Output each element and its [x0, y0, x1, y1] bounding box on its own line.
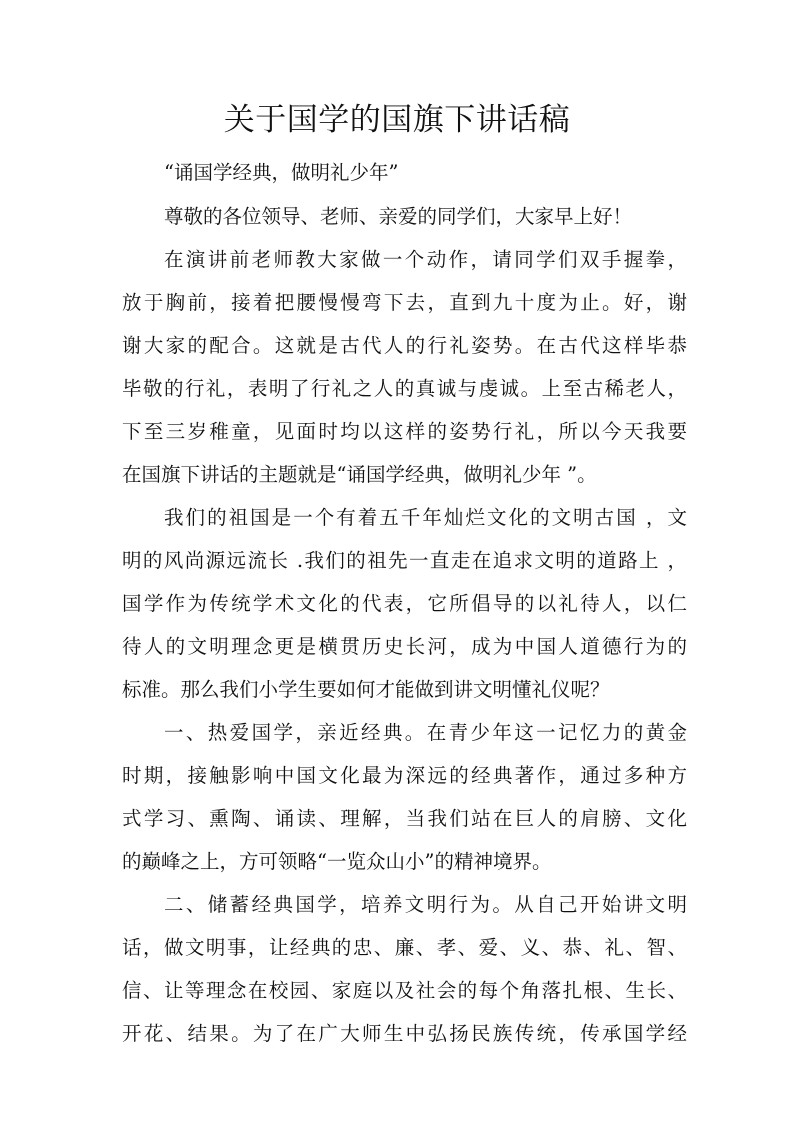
paragraph-line: 信、让等理念在校园、家庭以及社会的每个角落扎根、生长、: [122, 979, 687, 1002]
greeting-line: 尊敬的各位领导、老师、亲爱的同学们，大家早上好！: [164, 205, 633, 228]
paragraph-line: 一、热爱国学，亲近经典。在青少年这一记忆力的黄金: [164, 721, 687, 744]
paragraph-line: 二、储蓄经典国学，培养文明行为。从自己开始讲文明: [164, 893, 687, 916]
paragraph-line: 时期，接触影响中国文化最为深远的经典著作，通过多种方: [122, 764, 687, 787]
paragraph-line: 谢大家的配合。这就是古代人的行礼姿势。在古代这样毕恭: [122, 334, 687, 357]
subtitle-line: “诵国学经典，做明礼少年”: [164, 161, 399, 184]
paragraph-line: 式学习、熏陶、诵读、理解，当我们站在巨人的肩膀、文化: [122, 807, 687, 830]
paragraph-line: 下至三岁稚童，见面时均以这样的姿势行礼，所以今天我要: [122, 420, 687, 443]
paragraph-line: 明的风尚源远流长 .我们的祖先一直走在追求文明的道路上 ，: [122, 549, 687, 572]
paragraph-line: 国学作为传统学术文化的代表，它所倡导的以礼待人，以仁: [122, 592, 687, 615]
paragraph-line: 开花、结果。为了在广大师生中弘扬民族传统，传承国学经: [122, 1022, 687, 1045]
paragraph-line: 毕敬的行礼，表明了行礼之人的真诚与虔诚。上至古稀老人，: [122, 377, 687, 400]
page-title: 关于国学的国旗下讲话稿: [223, 102, 571, 138]
paragraph-line: 标准。那么我们小学生要如何才能做到讲文明懂礼仪呢？: [122, 678, 610, 701]
paragraph-line: 待人的文明理念更是横贯历史长河，成为中国人道德行为的: [122, 635, 687, 658]
paragraph-line: 在国旗下讲话的主题就是“诵国学经典，做明礼少年 ”。: [122, 463, 597, 486]
paragraph-line: 放于胸前，接着把腰慢慢弯下去，直到九十度为止。好，谢: [122, 291, 687, 314]
paragraph-line: 我们的祖国是一个有着五千年灿烂文化的文明古国 ，文: [164, 506, 687, 529]
paragraph-line: 的巅峰之上，方可领略“一览众山小”的精神境界。: [122, 850, 552, 873]
paragraph-line: 话，做文明事，让经典的忠、廉、孝、爱、义、恭、礼、智、: [122, 936, 687, 959]
paragraph-line: 在演讲前老师教大家做一个动作，请同学们双手握拳，: [164, 248, 687, 271]
